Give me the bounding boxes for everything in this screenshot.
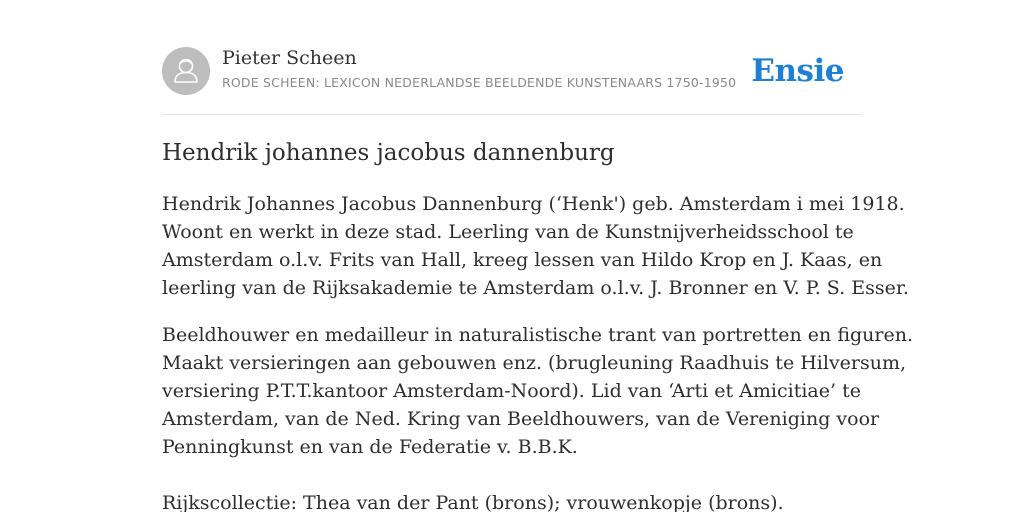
text-line: Amsterdam o.l.v. Frits van Hall, kreeg lessen van Hildo Krop en J. Kaas, en xyxy=(162,249,883,271)
text-line: versiering P.T.T.kantoor Amsterdam-Noord). Lid van ‘Arti et Amicitiae’ te xyxy=(162,380,861,402)
text-line: Amsterdam, van de Ned. Kring van Beeldhouwers, van de Vereniging voor xyxy=(162,408,880,430)
article-body xyxy=(162,190,913,512)
source-title[interactable]: RODE SCHEEN: LEXICON NEDERLANDSE BEELDENDE KUNSTENAARS 1750-1950 xyxy=(222,75,737,90)
text-line: Woont en werkt in deze stad. Leerling van de Kunstnijverheidsschool te xyxy=(162,221,854,243)
text-line: Penningkunst en van de Federatie v. B.B.K. xyxy=(162,436,578,458)
paragraph-work xyxy=(162,321,913,512)
avatar[interactable] xyxy=(162,47,210,95)
text-line: Maakt versieringen aan gebouwen enz. (brugleuning Raadhuis te Hilversum, xyxy=(162,352,907,374)
text-line: Beeldhouwer en medailleur in naturalistische trant van portretten en figuren. xyxy=(162,324,913,346)
article-page xyxy=(162,0,913,512)
article-header xyxy=(162,46,862,115)
text-line: leerling van de Rijksakademie te Amsterdam o.l.v. J. Bronner en V. P. S. Esser. xyxy=(162,277,909,299)
paragraph-biography xyxy=(162,190,909,302)
text-line: Hendrik Johannes Jacobus Dannenburg (‘Henk') geb. Amsterdam i mei 1918. xyxy=(162,193,905,215)
blank-line xyxy=(162,461,862,489)
ensie-logo[interactable]: Ensie xyxy=(751,53,844,89)
user-icon xyxy=(162,47,210,95)
author-name[interactable]: Pieter Scheen xyxy=(222,47,357,69)
page-title: Hendrik johannes jacobus dannenburg xyxy=(162,140,615,166)
text-line: Rijkscollectie: Thea van der Pant (brons); vrouwenkopje (brons). xyxy=(162,492,784,512)
